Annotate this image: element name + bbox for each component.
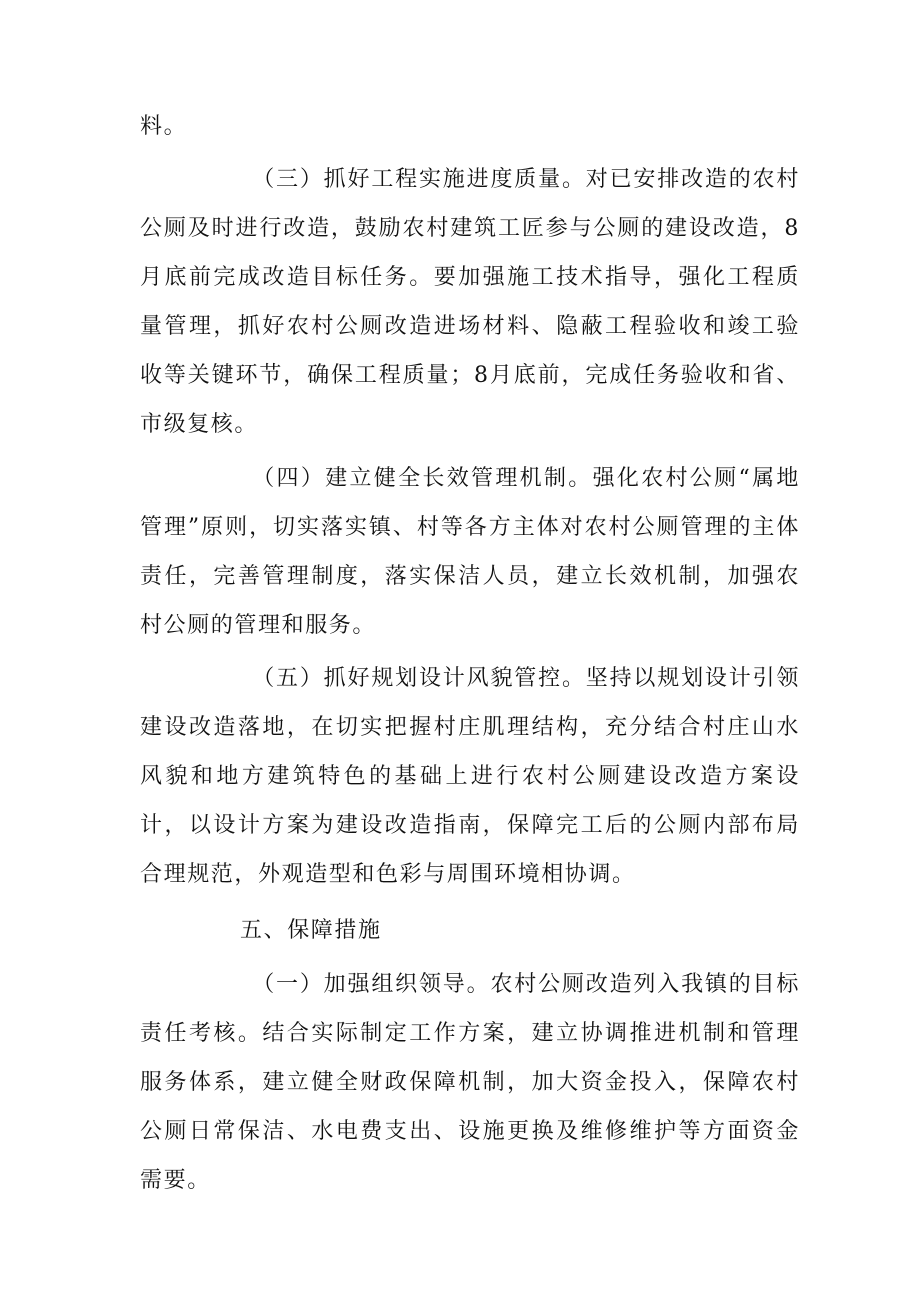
paragraph-engineering-quality: （三）抓好工程实施进度质量。对已安排改造的农村公厕及时进行改造，鼓励农村建筑工匠参与公厕的建设改造，8月底前完成改造目标任务。要加强施工技术指导，强化工程质量管理，抓好农村公厕改造进场材料、隐蔽工程验收和竣工验收等关键环节，确保工程质量；8月底前，完成任务验收和省、市级复核。 <box>140 167 800 437</box>
continuation-line: 料。 <box>140 114 188 139</box>
paragraph-organization-leadership: （一）加强组织领导。农村公厕改造列入我镇的目标责任考核。结合实际制定工作方案，建立协调推进机制和管理服务体系，建立健全财政保障机制，加大资金投入，保障农村公厕日常保洁、水电费支出、设施更换及维修维护等方面资金需要。 <box>140 972 800 1193</box>
continuation-text-block <box>140 102 800 151</box>
paragraph-3-block <box>140 155 800 449</box>
paragraph-4-block <box>140 454 800 650</box>
paragraph-planning-design: （五）抓好规划设计风貌管控。坚持以规划设计引领建设改造落地，在切实把握村庄肌理结构，充分结合村庄山水风貌和地方建筑特色的基础上进行农村公厕建设改造方案设计，以设计方案为建设改造指南，保障完工后的公厕内部布局合理规范，外观造型和色彩与周围环境相协调。 <box>140 666 800 887</box>
section-paragraph-1-block <box>140 960 800 1205</box>
section-heading: 五、保障措施 <box>240 918 382 943</box>
paragraph-long-term-management: （四）建立健全长效管理机制。强化农村公厕“属地管理”原则，切实落实镇、村等各方主体对农村公厕管理的主体责任，完善管理制度，落实保洁人员，建立长效机制，加强农村公厕的管理和服务。 <box>140 466 800 638</box>
paragraph-5-block <box>140 654 800 899</box>
